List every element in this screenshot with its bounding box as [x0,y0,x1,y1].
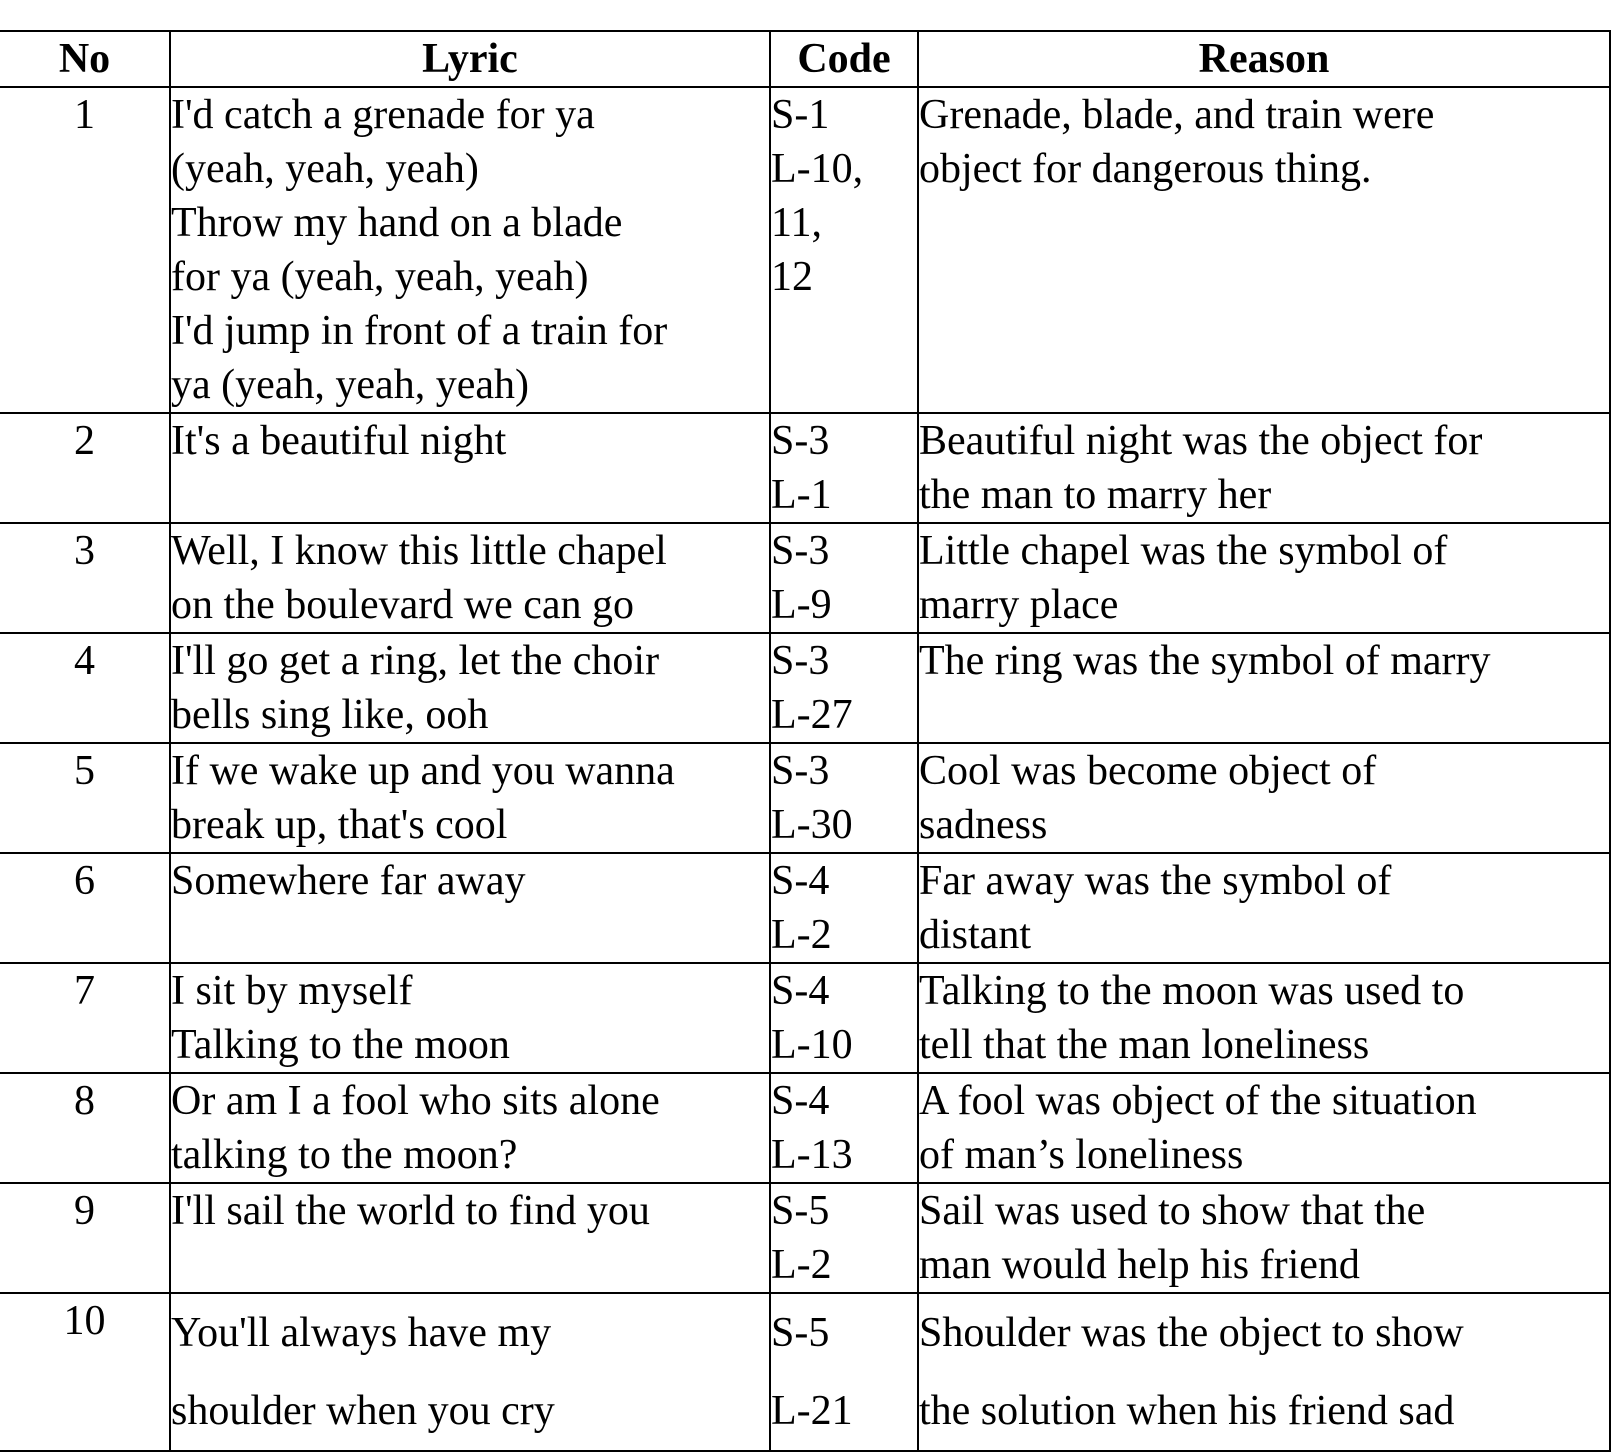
table-row [0,743,1610,853]
cell-code [770,1293,918,1451]
cell-code [770,633,918,743]
code-line: L-9 [771,582,832,628]
cell-reason [918,743,1610,853]
cell-lyric [170,743,770,853]
reason-line: man would help his friend [919,1242,1360,1288]
reason-line: The ring was the symbol of marry [919,638,1491,684]
cell-reason [918,853,1610,963]
code-line: S-3 [771,418,830,464]
lyric-line: Somewhere far away [171,858,526,904]
header-no: No [0,31,170,87]
cell-lyric [170,413,770,523]
lyric-line: I'll sail the world to find you [171,1188,650,1234]
code-line: L-21 [771,1388,853,1434]
lyric-line: I'd jump in front of a train for [171,308,668,354]
code-line: L-10 [771,1022,853,1068]
cell-no: 5 [0,743,170,853]
lyric-line: Talking to the moon [171,1022,510,1068]
cell-reason [918,87,1610,413]
lyric-line: If we wake up and you wanna [171,748,675,794]
cell-no: 9 [0,1183,170,1293]
code-line: S-5 [771,1310,830,1356]
cell-lyric [170,1293,770,1451]
cell-code [770,1183,918,1293]
lyric-line: It's a beautiful night [171,418,507,464]
lyric-line: shoulder when you cry [171,1388,555,1434]
table-row [0,87,1610,413]
code-line: L-2 [771,912,832,958]
code-line: S-3 [771,528,830,574]
lyric-line: Throw my hand on a blade [171,200,623,246]
code-line: S-4 [771,858,830,904]
lyric-line: (yeah, yeah, yeah) [171,146,479,192]
cell-reason [918,523,1610,633]
table-row [0,1183,1610,1293]
code-line: L-13 [771,1132,853,1178]
reason-line: marry place [919,582,1119,628]
cell-reason [918,413,1610,523]
cell-code [770,413,918,523]
code-line: L-2 [771,1242,832,1288]
table-header-row [0,31,1610,87]
lyric-line: Well, I know this little chapel [171,528,667,574]
code-line: S-4 [771,968,830,1014]
code-line: S-1 [771,92,830,138]
reason-line: tell that the man loneliness [919,1022,1370,1068]
lyric-line: for ya (yeah, yeah, yeah) [171,254,589,300]
cell-lyric [170,1073,770,1183]
code-line: S-4 [771,1078,830,1124]
lyric-line: You'll always have my [171,1310,552,1356]
header-lyric: Lyric [170,31,770,87]
code-line: L-30 [771,802,853,848]
reason-line: distant [919,912,1031,958]
cell-reason [918,1293,1610,1451]
table-row [0,853,1610,963]
lyric-line: Or am I a fool who sits alone [171,1078,660,1124]
table-row [0,633,1610,743]
cell-lyric [170,87,770,413]
code-line: S-5 [771,1188,830,1234]
cell-code [770,523,918,633]
reason-line: Little chapel was the symbol of [919,528,1448,574]
cell-lyric [170,523,770,633]
cell-reason [918,633,1610,743]
table-row [0,413,1610,523]
lyric-line: on the boulevard we can go [171,582,635,628]
reason-line: Sail was used to show that the [919,1188,1426,1234]
cell-no: 6 [0,853,170,963]
cell-no: 7 [0,963,170,1073]
code-line: S-3 [771,638,830,684]
code-line: L-10, [771,146,864,192]
lyric-line: bells sing like, ooh [171,692,489,738]
cell-no: 2 [0,413,170,523]
header-code: Code [770,31,918,87]
table-row [0,963,1610,1073]
cell-lyric [170,853,770,963]
reason-line: Talking to the moon was used to [919,968,1465,1014]
reason-line: the man to marry her [919,472,1272,518]
reason-line: object for dangerous thing. [919,146,1372,192]
table-row [0,1293,1610,1451]
code-line: 12 [771,254,813,300]
lyrics-analysis-table [0,30,1611,1452]
reason-line: Far away was the symbol of [919,858,1392,904]
lyric-line: I'd catch a grenade for ya [171,92,595,138]
reason-line: Beautiful night was the object for [919,418,1483,464]
cell-code [770,853,918,963]
code-line: S-3 [771,748,830,794]
cell-lyric [170,963,770,1073]
cell-no: 3 [0,523,170,633]
cell-no: 8 [0,1073,170,1183]
cell-no: 1 [0,87,170,413]
header-reason: Reason [918,31,1610,87]
reason-line: of man’s loneliness [919,1132,1244,1178]
cell-no: 4 [0,633,170,743]
cell-code [770,743,918,853]
cell-lyric [170,633,770,743]
reason-line: Shoulder was the object to show [919,1310,1464,1356]
reason-line: sadness [919,802,1048,848]
reason-line: Grenade, blade, and train were [919,92,1435,138]
lyric-line: break up, that's cool [171,802,508,848]
lyric-line: talking to the moon? [171,1132,518,1178]
cell-code [770,963,918,1073]
cell-reason [918,1073,1610,1183]
code-line: L-27 [771,692,853,738]
lyric-line: ya (yeah, yeah, yeah) [171,362,529,408]
lyric-line: I sit by myself [171,968,413,1014]
cell-reason [918,1183,1610,1293]
cell-code [770,87,918,413]
table-row [0,523,1610,633]
code-line: 11, [771,200,822,246]
code-line: L-1 [771,472,832,518]
cell-no: 10 [0,1293,170,1451]
reason-line: the solution when his friend sad [919,1388,1455,1434]
reason-line: A fool was object of the situation [919,1078,1477,1124]
table-row [0,1073,1610,1183]
lyric-line: I'll go get a ring, let the choir [171,638,660,684]
table-body [0,87,1610,1451]
cell-reason [918,963,1610,1073]
reason-line: Cool was become object of [919,748,1377,794]
cell-lyric [170,1183,770,1293]
cell-code [770,1073,918,1183]
